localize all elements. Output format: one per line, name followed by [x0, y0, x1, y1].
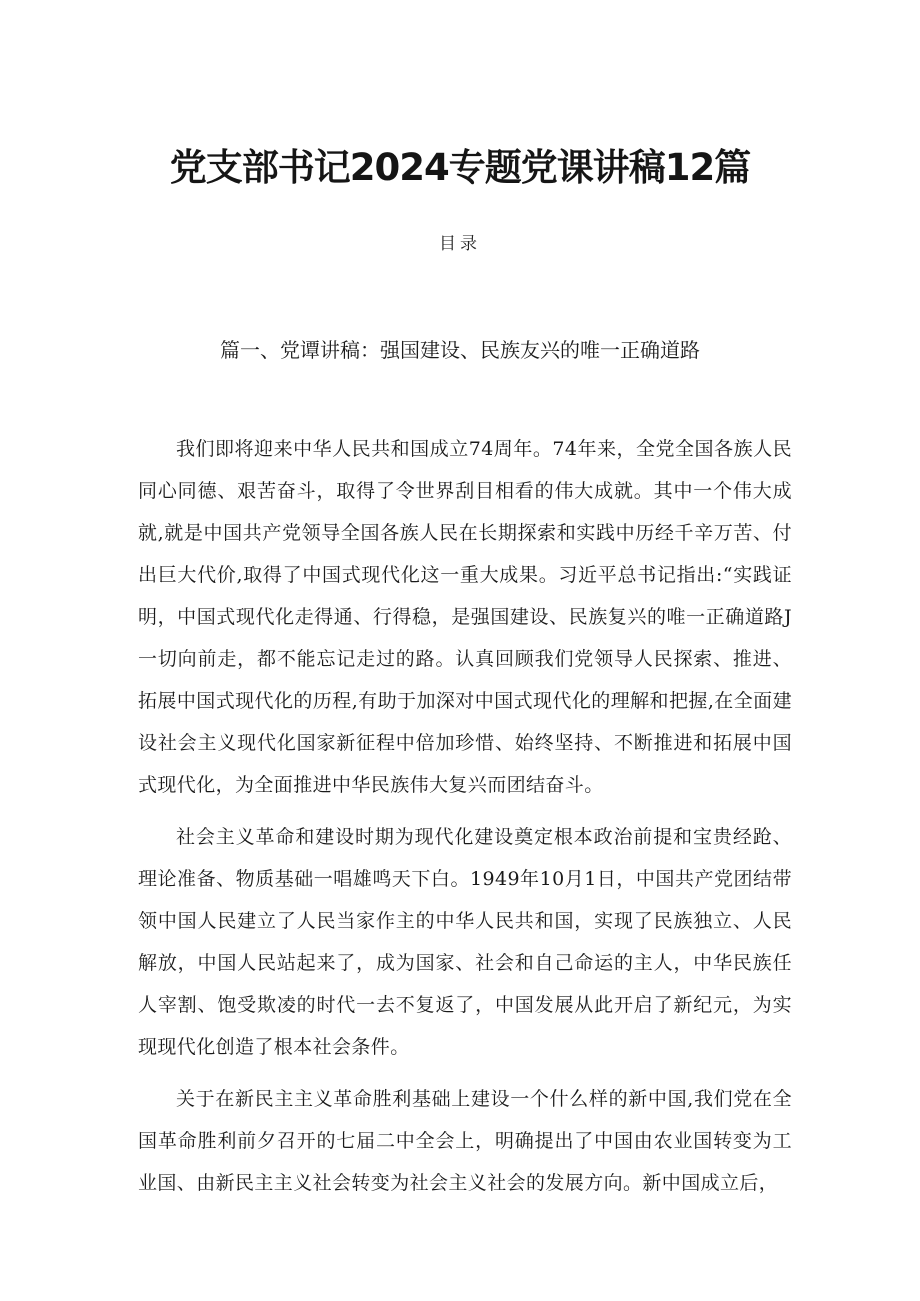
document-title: 党支部书记2024专题党课讲稿12篇	[169, 146, 751, 189]
paragraph: 我们即将迎来中华人民共和国成立74周年。74年来，全党全国各族人民同心同德、艰苦奋斗，取得了令世界刮目相看的伟大成就。其中一个伟大成就,就是中国共产党领导全国各族人民在长期探索和实践中历经千辛万苦、付出巨大代价,取得了中国式现代化这一重大成果。习近平总书记指出:“实践证明，中国式现代化走得通、行得稳，是强国建设、民族复兴的唯一正确道路J一切向前走，都不能忘记走过的路。认真回顾我们党领导人民探索、推进、拓展中国式现代化的历程,有助于加深对中国式现代化的理解和把握,在全面建设社会主义现代化国家新征程中倍加珍惜、始终坚持、不断推进和拓展中国式现代化，为全面推进中华民族伟大复兴而团结奋斗。	[138, 438, 792, 796]
paragraph: 关于在新民主主义革命胜利基础上建设一个什么样的新中国,我们党在全国革命胜利前夕召开的七届二中全会上，明确提出了中国由农业国转变为工业国、由新民主主义社会转变为社会主义社会的发展方向。新中国成立后，	[138, 1088, 792, 1194]
table-of-contents-label: 目录	[439, 234, 481, 254]
paragraph: 社会主义革命和建设时期为现代化建设奠定根本政治前提和宝贵经跄、理论准备、物质基础一唱雄鸣天下白。1949年10月1日，中国共产党团结带领中国人民建立了人民当家作主的中华人民共和国，实现了民族独立、人民解放，中国人民站起来了，成为国家、社会和自己命运的主人，中华民族任人宰割、饱受欺凌的时代一去不复返了，中国发展从此开启了新纪元，为实现现代化创造了根本社会条件。	[138, 826, 792, 1058]
body-text	[138, 428, 792, 1214]
section-heading: 篇一、党谭讲稿：强国建设、民族友兴的唯一正确道路	[220, 338, 700, 362]
